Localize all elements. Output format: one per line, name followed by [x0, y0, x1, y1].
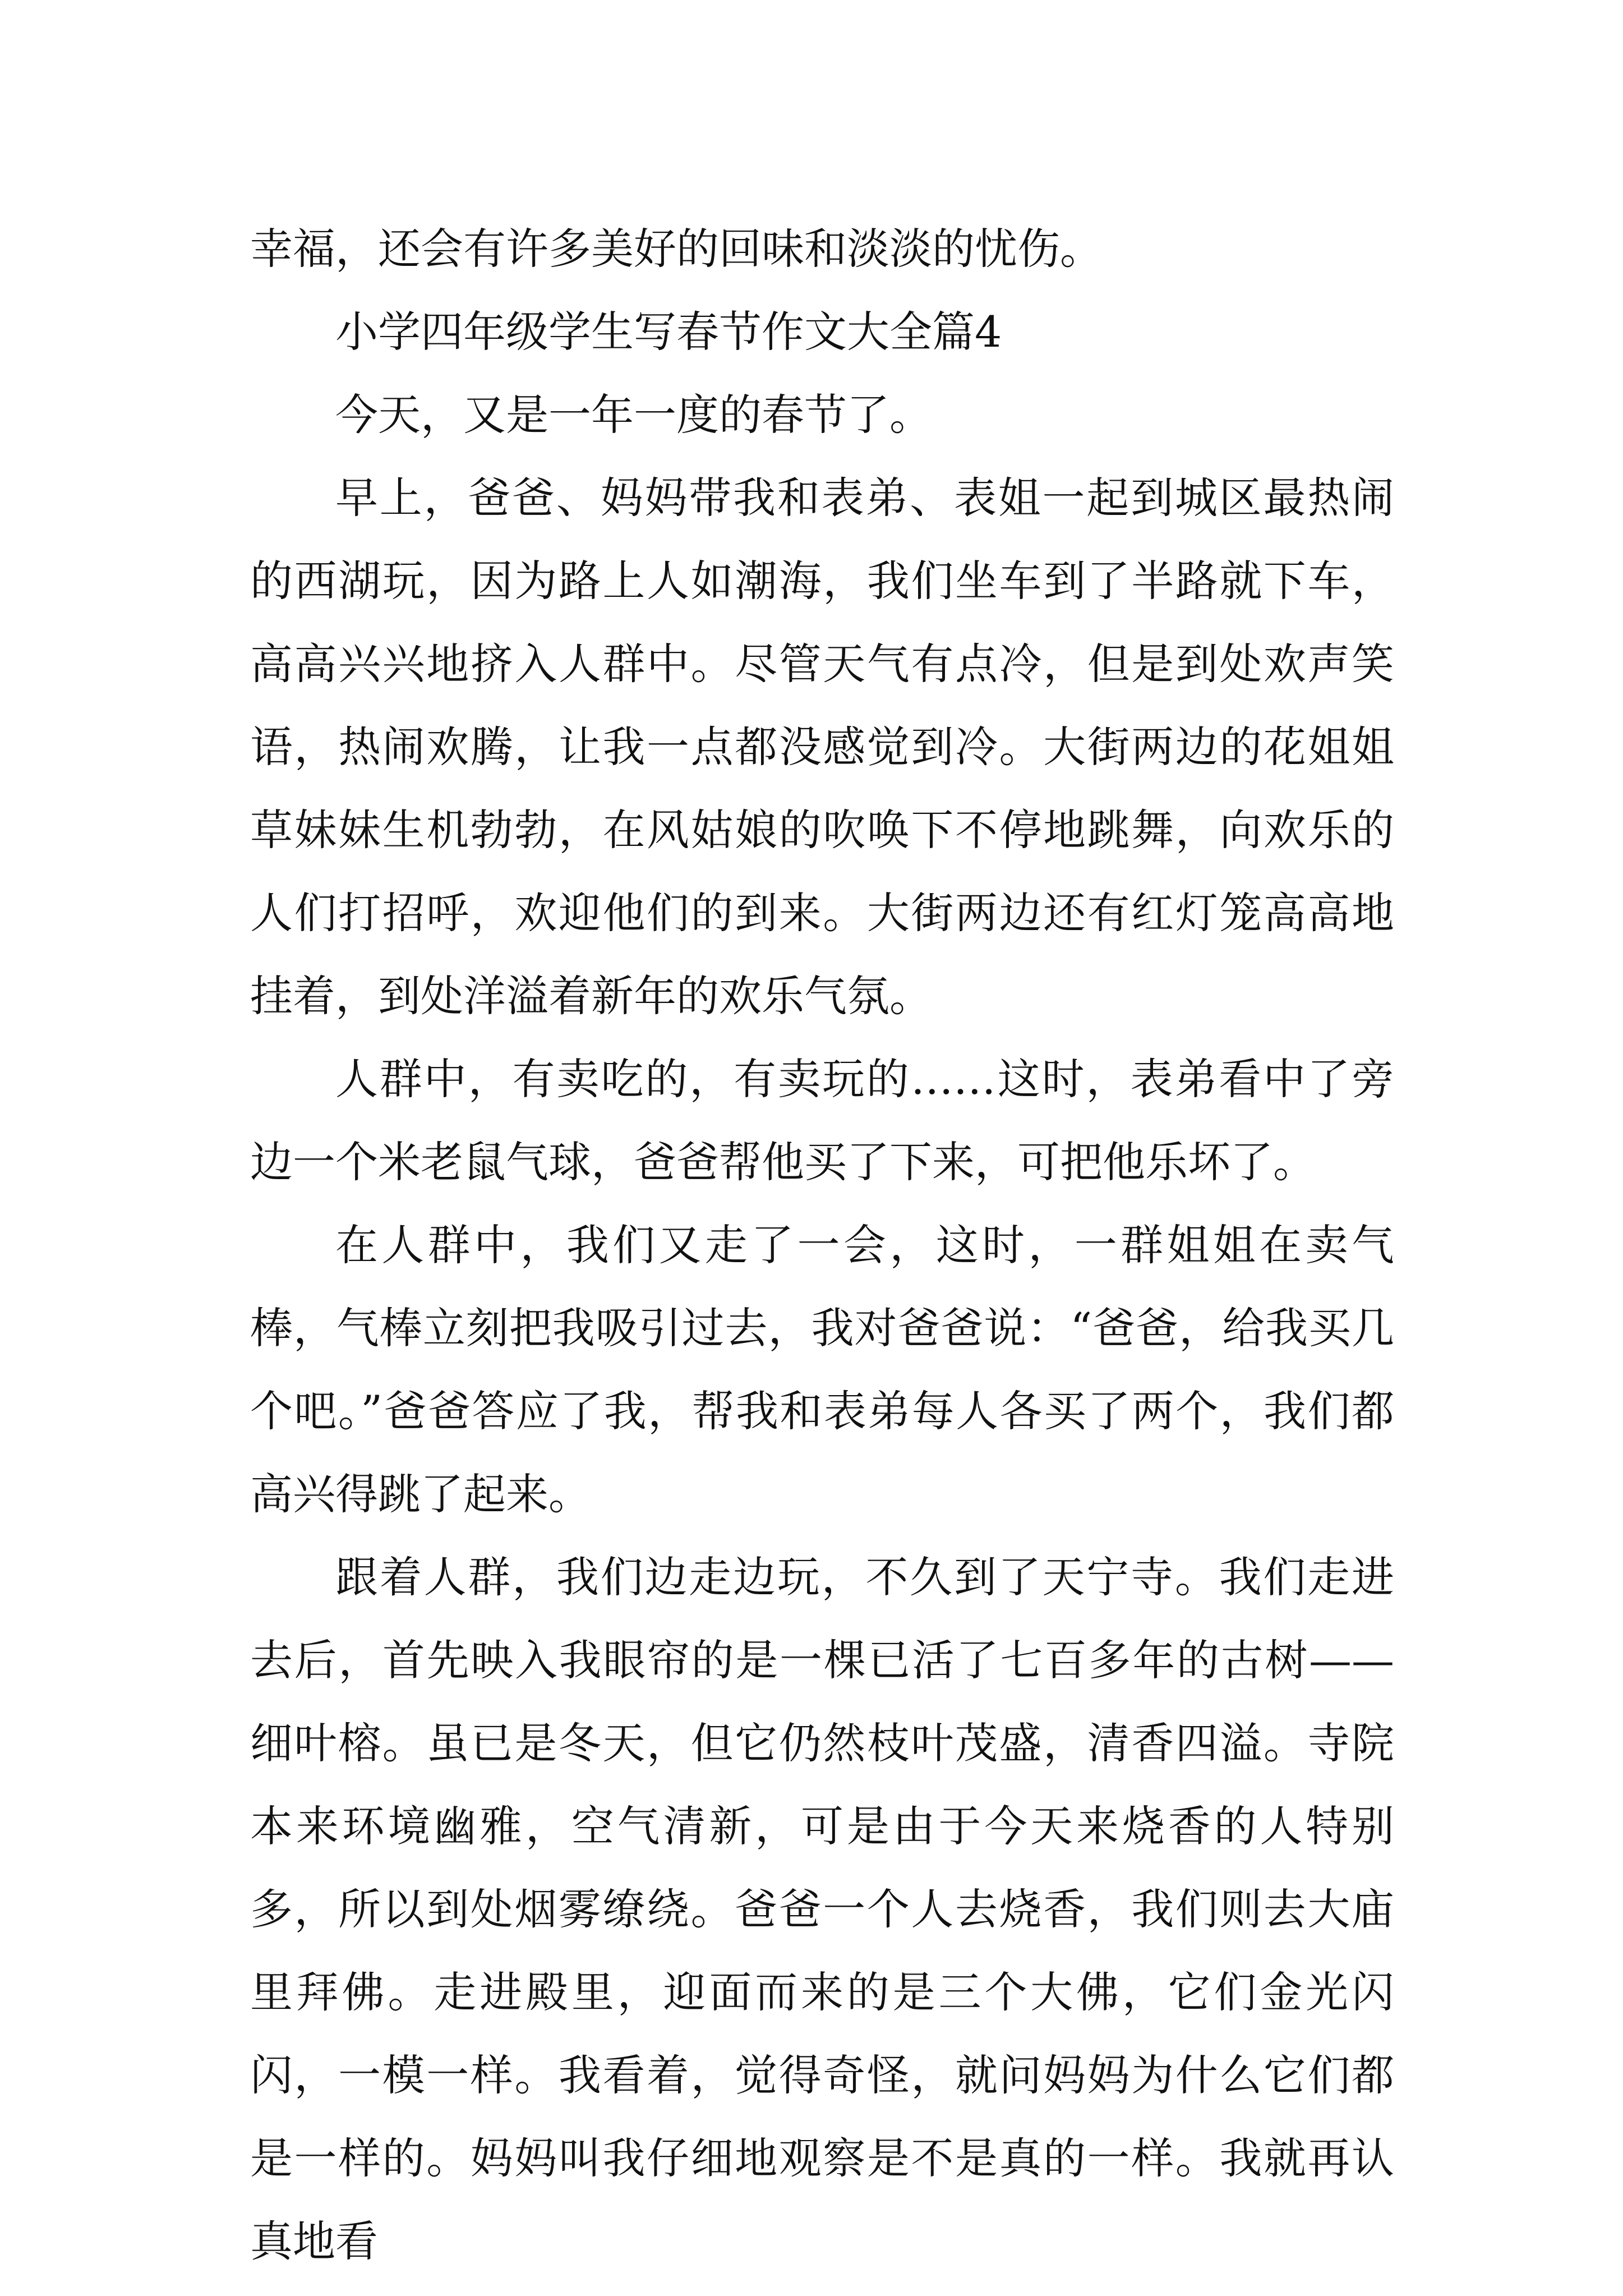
section-heading: 小学四年级学生写春节作文大全篇4	[335, 307, 1002, 357]
paragraph: 人群中，有卖吃的，有卖玩的……这时，表弟看中了旁边一个米老鼠气球，爸爸帮他买了下来，可把他乐坏了。	[250, 1054, 1394, 1187]
paragraph: 在人群中，我们又走了一会，这时，一群姐姐在卖气棒，气棒立刻把我吸引过去，我对爸爸说：“爸爸，给我买几个吧。”爸爸答应了我，帮我和表弟每人各买了两个，我们都高兴得跳了起来。	[250, 1220, 1394, 1519]
paragraph: 今天，又是一年一度的春节了。	[335, 390, 932, 440]
paragraph: 早上，爸爸、妈妈带我和表弟、表姐一起到城区最热闹的西湖玩，因为路上人如潮海，我们坐车到了半路就下车，高高兴兴地挤入人群中。尽管天气有点冷，但是到处欢声笑语，热闹欢腾，让我一点都没感觉到冷。大街两边的花姐姐草妹妹生机勃勃，在风姑娘的吹唤下不停地跳舞，向欢乐的人们打招呼，欢迎他们的到来。大街两边还有红灯笼高高地挂着，到处洋溢着新年的欢乐气氛。	[250, 473, 1394, 1021]
paragraph-continuation: 幸福，还会有许多美好的回味和淡淡的忧伤。	[250, 224, 1103, 274]
document-body	[250, 208, 1394, 2283]
paragraph: 跟着人群，我们边走边玩，不久到了天宁寺。我们走进去后，首先映入我眼帘的是一棵已活了七百多年的古树——细叶榕。虽已是冬天，但它仍然枝叶茂盛，清香四溢。寺院本来环境幽雅，空气清新，可是由于今天来烧香的人特别多，所以到处烟雾缭绕。爸爸一个人去烧香，我们则去大庙里拜佛。走进殿里，迎面而来的是三个大佛，它们金光闪闪，一模一样。我看着，觉得奇怪，就问妈妈为什么它们都是一样的。妈妈叫我仔细地观察是不是真的一样。我就再认真地看	[250, 1552, 1394, 2266]
